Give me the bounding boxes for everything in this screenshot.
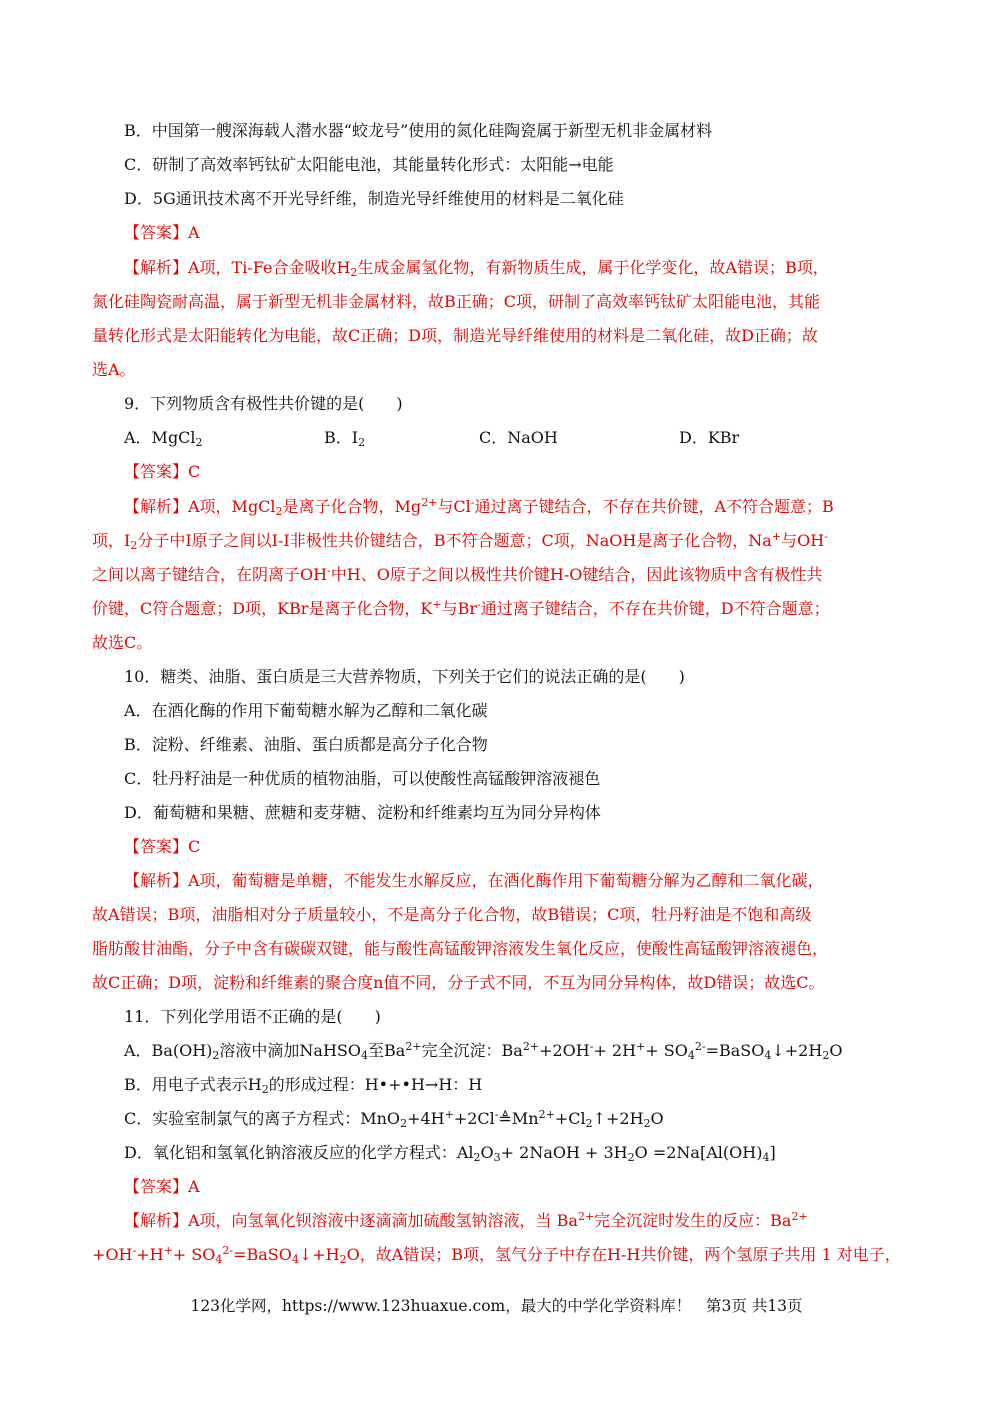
superscript: 2- (222, 1244, 234, 1257)
subscript: 4 (762, 1151, 770, 1164)
option-text: B．淀粉、纤维素、油脂、蛋白质都是高分子化合物 (124, 735, 488, 754)
text-seg: 通过离子键结合，不存在共价键，D不符合题意； (480, 599, 830, 618)
option-text: B．中国第一艘深海载人潜水器“蛟龙号”使用的氮化硅陶瓷属于新型无机非金属材料 (124, 121, 713, 140)
option-text: C．牡丹籽油是一种优质的植物油脂，可以使酸性高锰酸钾溶液褪色 (124, 769, 601, 788)
text-seg: 【解析】A项，葡萄糖是单糖，不能发生水解反应，在酒化酶作用下葡萄糖分解为乙醇和二氧化碳， (124, 871, 824, 890)
text-seg: 与Br (441, 599, 478, 618)
subscript: 2 (212, 1049, 220, 1062)
text-seg: 脂肪酸甘油酯，分子中含有碳碳双键，能与酸性高锰酸钾溶液发生氧化反应，使酸性高锰酸钾溶液褪色， (92, 939, 829, 958)
text-seg: 【解析】A项，MgCl (124, 497, 276, 516)
text-seg: A．Ba(OH) (124, 1041, 213, 1060)
subscript: 2 (822, 1049, 830, 1062)
answer-11 (124, 1176, 200, 1198)
text-seg: 之间以离子键结合，在阴离子OH (92, 565, 328, 584)
text-seg: 的形成过程：H•+•H→H：H (268, 1075, 483, 1094)
text-seg: 项，I (92, 531, 131, 550)
explanation-8-line3 (92, 325, 818, 347)
question-text: 9．下列物质含有极性共价键的是( ) (124, 394, 403, 413)
explanation-9-line5 (92, 632, 152, 654)
superscript: 2+ (405, 1040, 422, 1053)
superscript: - (470, 496, 475, 509)
option-8c (124, 154, 614, 176)
subscript: 2 (400, 1117, 408, 1130)
heating-triangle-icon: ≜ (498, 1109, 512, 1128)
subscript: 4 (291, 1253, 299, 1266)
text-seg: 【解析】A项，Ti-Fe合金吸收H (124, 258, 351, 277)
subscript: 3 (493, 1151, 501, 1164)
superscript: + (636, 1040, 646, 1053)
footer-page-number: 第3页 共13页 (706, 1297, 803, 1315)
text-seg: +Cl (554, 1109, 586, 1128)
explanation-10-line1 (124, 870, 824, 892)
text-seg: 溶液中滴加NaHSO (219, 1041, 361, 1060)
subscript: 4 (361, 1049, 368, 1062)
text-seg: 通过离子键结合，不存在共价键，A不符合题意；B (474, 497, 834, 516)
subscript: 2 (643, 1117, 651, 1130)
subscript: 2 (358, 436, 366, 449)
option-9c: C．NaOH (479, 428, 558, 447)
text-seg: 是离子化合物，Mg (282, 497, 422, 516)
text-seg: Mn (511, 1109, 539, 1128)
subscript: 2 (339, 1253, 347, 1266)
subscript: 2 (350, 266, 358, 279)
text-seg: O (480, 1143, 494, 1162)
subscript: 2 (130, 539, 138, 552)
question-11 (124, 1006, 381, 1028)
footer-site: 123化学网，https://www.123huaxue.com，最大的中学化学资料库！ (190, 1297, 692, 1315)
superscript: - (132, 1244, 137, 1257)
text-seg: ] (769, 1143, 776, 1162)
superscript: 2+ (538, 1108, 555, 1121)
text-seg: A．MgCl (124, 428, 196, 447)
subscript: 2 (195, 436, 203, 449)
text-seg: 量转化形式是太阳能转化为电能，故C正确；D项，制造光导纤维使用的材料是二氧化硅，故D正确；故 (92, 326, 818, 345)
superscript: 2+ (522, 1040, 540, 1053)
superscript: + (163, 1244, 173, 1257)
option-9b (324, 427, 479, 449)
text-seg: 生成金属氢化物，有新物质生成，属于化学变化，故A错误；B项， (357, 258, 829, 277)
explanation-10-line2 (92, 904, 811, 926)
text-seg: +4H (407, 1109, 445, 1128)
text-seg: O，故A错误；B项，氢气分子中存在H-H共价键，两个氢原子共用 1 对电子， (346, 1245, 901, 1264)
explanation-8-line2 (92, 291, 820, 313)
explanation-9-line4 (92, 598, 830, 620)
explanation-9-line2 (92, 530, 828, 552)
option-text: C．研制了高效率钙钛矿太阳能电池，其能量转化形式：太阳能→电能 (124, 155, 614, 174)
explanation-9-line3 (92, 564, 822, 586)
text-seg: +2OH (539, 1041, 590, 1060)
superscript: + (771, 530, 782, 543)
text-seg: O (829, 1041, 843, 1060)
explanation-8-line1 (124, 257, 829, 279)
text-seg: C．实验室制氯气的离子方程式：MnO (124, 1109, 401, 1128)
text-seg: 故C正确；D项，淀粉和纤维素的聚合度n值不同，分子式不同，不互为同分异构体，故D错误；故选C。 (92, 973, 825, 992)
superscript: 2+ (791, 1210, 808, 1223)
text-seg: 与OH (781, 531, 825, 550)
text-seg: ↑+2H (592, 1109, 644, 1128)
subscript: 2 (473, 1151, 481, 1164)
superscript: + (432, 598, 442, 611)
option-8b (124, 120, 712, 142)
subscript: 2 (275, 505, 283, 518)
superscript: 2+ (577, 1210, 595, 1223)
text-seg: 中H、O原子之间以极性共价键H-O键结合，因此该物质中含有极性共 (330, 565, 823, 584)
superscript: 2- (694, 1040, 706, 1053)
text-seg: =BaSO (705, 1041, 765, 1060)
text-seg: 完全沉淀时发生的反应：Ba (594, 1211, 792, 1230)
option-10b (124, 734, 488, 756)
explanation-10-line3 (92, 938, 828, 960)
option-11b (124, 1074, 482, 1096)
question-10 (124, 666, 685, 688)
text-seg: +H (136, 1245, 164, 1264)
superscript: - (327, 564, 331, 577)
text-seg: 与Cl (437, 497, 471, 516)
text-seg: + 2NaOH + 3H (500, 1143, 628, 1162)
subscript: 4 (687, 1049, 695, 1062)
text-seg: ↓+2H (771, 1041, 823, 1060)
answer-text: 【答案】C (124, 462, 201, 481)
text-seg: 价键，C符合题意；D项，KBr是离子化合物，K (92, 599, 433, 618)
option-10c (124, 768, 600, 790)
answer-text: 【答案】A (124, 223, 200, 242)
text-seg: D．氧化铝和氢氧化钠溶液反应的化学方程式：Al (124, 1143, 474, 1162)
text-seg: + SO (172, 1245, 216, 1264)
text-seg: B．I (324, 428, 359, 447)
explanation-11-line2 (92, 1244, 901, 1266)
page-footer (0, 1294, 993, 1316)
explanation-10-line4 (92, 972, 824, 994)
superscript: - (824, 530, 828, 543)
subscript: 2 (627, 1151, 635, 1164)
answer-text: 【答案】A (124, 1177, 200, 1196)
question-text: 11．下列化学用语不正确的是( ) (124, 1007, 381, 1026)
question-9 (124, 393, 403, 415)
option-text: D．葡萄糖和果糖、蔗糖和麦芽糖、淀粉和纤维素均互为同分异构体 (124, 803, 601, 822)
text-seg: + 2H (593, 1041, 637, 1060)
text-seg: =BaSO (233, 1245, 292, 1264)
option-11d (124, 1142, 776, 1164)
text-seg: 故A错误；B项，油脂相对分子质量较小，不是高分子化合物，故B错误；C项，牡丹籽油是不饱和高级 (92, 905, 812, 924)
option-text: A．在酒化酶的作用下葡萄糖水解为乙醇和二氧化碳 (124, 701, 488, 720)
subscript: 4 (764, 1049, 772, 1062)
text-seg: +OH (92, 1245, 133, 1264)
text-seg: O =2Na[Al(OH) (634, 1143, 763, 1162)
text-seg: + SO (645, 1041, 688, 1060)
option-text: D．5G通讯技术离不开光导纤维，制造光导纤维使用的材料是二氧化硅 (124, 189, 624, 208)
options-9 (124, 427, 847, 449)
text-seg: 完全沉淀：Ba (421, 1041, 523, 1060)
answer-8 (124, 222, 200, 244)
text-seg: 【解析】A项，向氢氧化钡溶液中逐滴滴加硫酸氢钠溶液，当 Ba (124, 1211, 578, 1230)
answer-9 (124, 461, 200, 483)
option-10a (124, 700, 488, 722)
superscript: + (444, 1108, 454, 1121)
option-11a (124, 1040, 842, 1062)
text-seg: 氮化硅陶瓷耐高温，属于新型无机非金属材料，故B正确；C项，研制了高效率钙钛矿太阳能电池，其能 (92, 292, 821, 311)
text-seg: 选A。 (92, 360, 136, 379)
superscript: 2+ (421, 496, 438, 509)
option-9a (124, 427, 324, 449)
superscript: - (477, 598, 481, 611)
option-11c (124, 1108, 664, 1130)
superscript: - (494, 1108, 499, 1121)
option-9d: D．KBr (679, 428, 740, 447)
subscript: 4 (215, 1253, 223, 1266)
text-seg: 分子中I原子之间以I-I非极性共价键结合，B不符合题意；C项，NaOH是离子化合物，Na (137, 531, 772, 550)
answer-text: 【答案】C (124, 837, 201, 856)
text-seg: O (650, 1109, 664, 1128)
subscript: 2 (585, 1117, 593, 1130)
text-seg: 故选C。 (92, 633, 153, 652)
text-seg: ↓+H (298, 1245, 340, 1264)
text-seg: 至Ba (368, 1041, 406, 1060)
text-seg: +2Cl (453, 1109, 495, 1128)
text-seg: B．用电子式表示H (124, 1075, 262, 1094)
explanation-11-line1 (124, 1210, 808, 1232)
explanation-8-line4 (92, 359, 136, 381)
superscript: - (589, 1040, 594, 1053)
subscript: 2 (261, 1083, 269, 1096)
option-8d (124, 188, 624, 210)
answer-10 (124, 836, 200, 858)
question-text: 10．糖类、油脂、蛋白质是三大营养物质，下列关于它们的说法正确的是( ) (124, 667, 685, 686)
explanation-9-line1 (124, 496, 834, 518)
option-10d (124, 802, 601, 824)
